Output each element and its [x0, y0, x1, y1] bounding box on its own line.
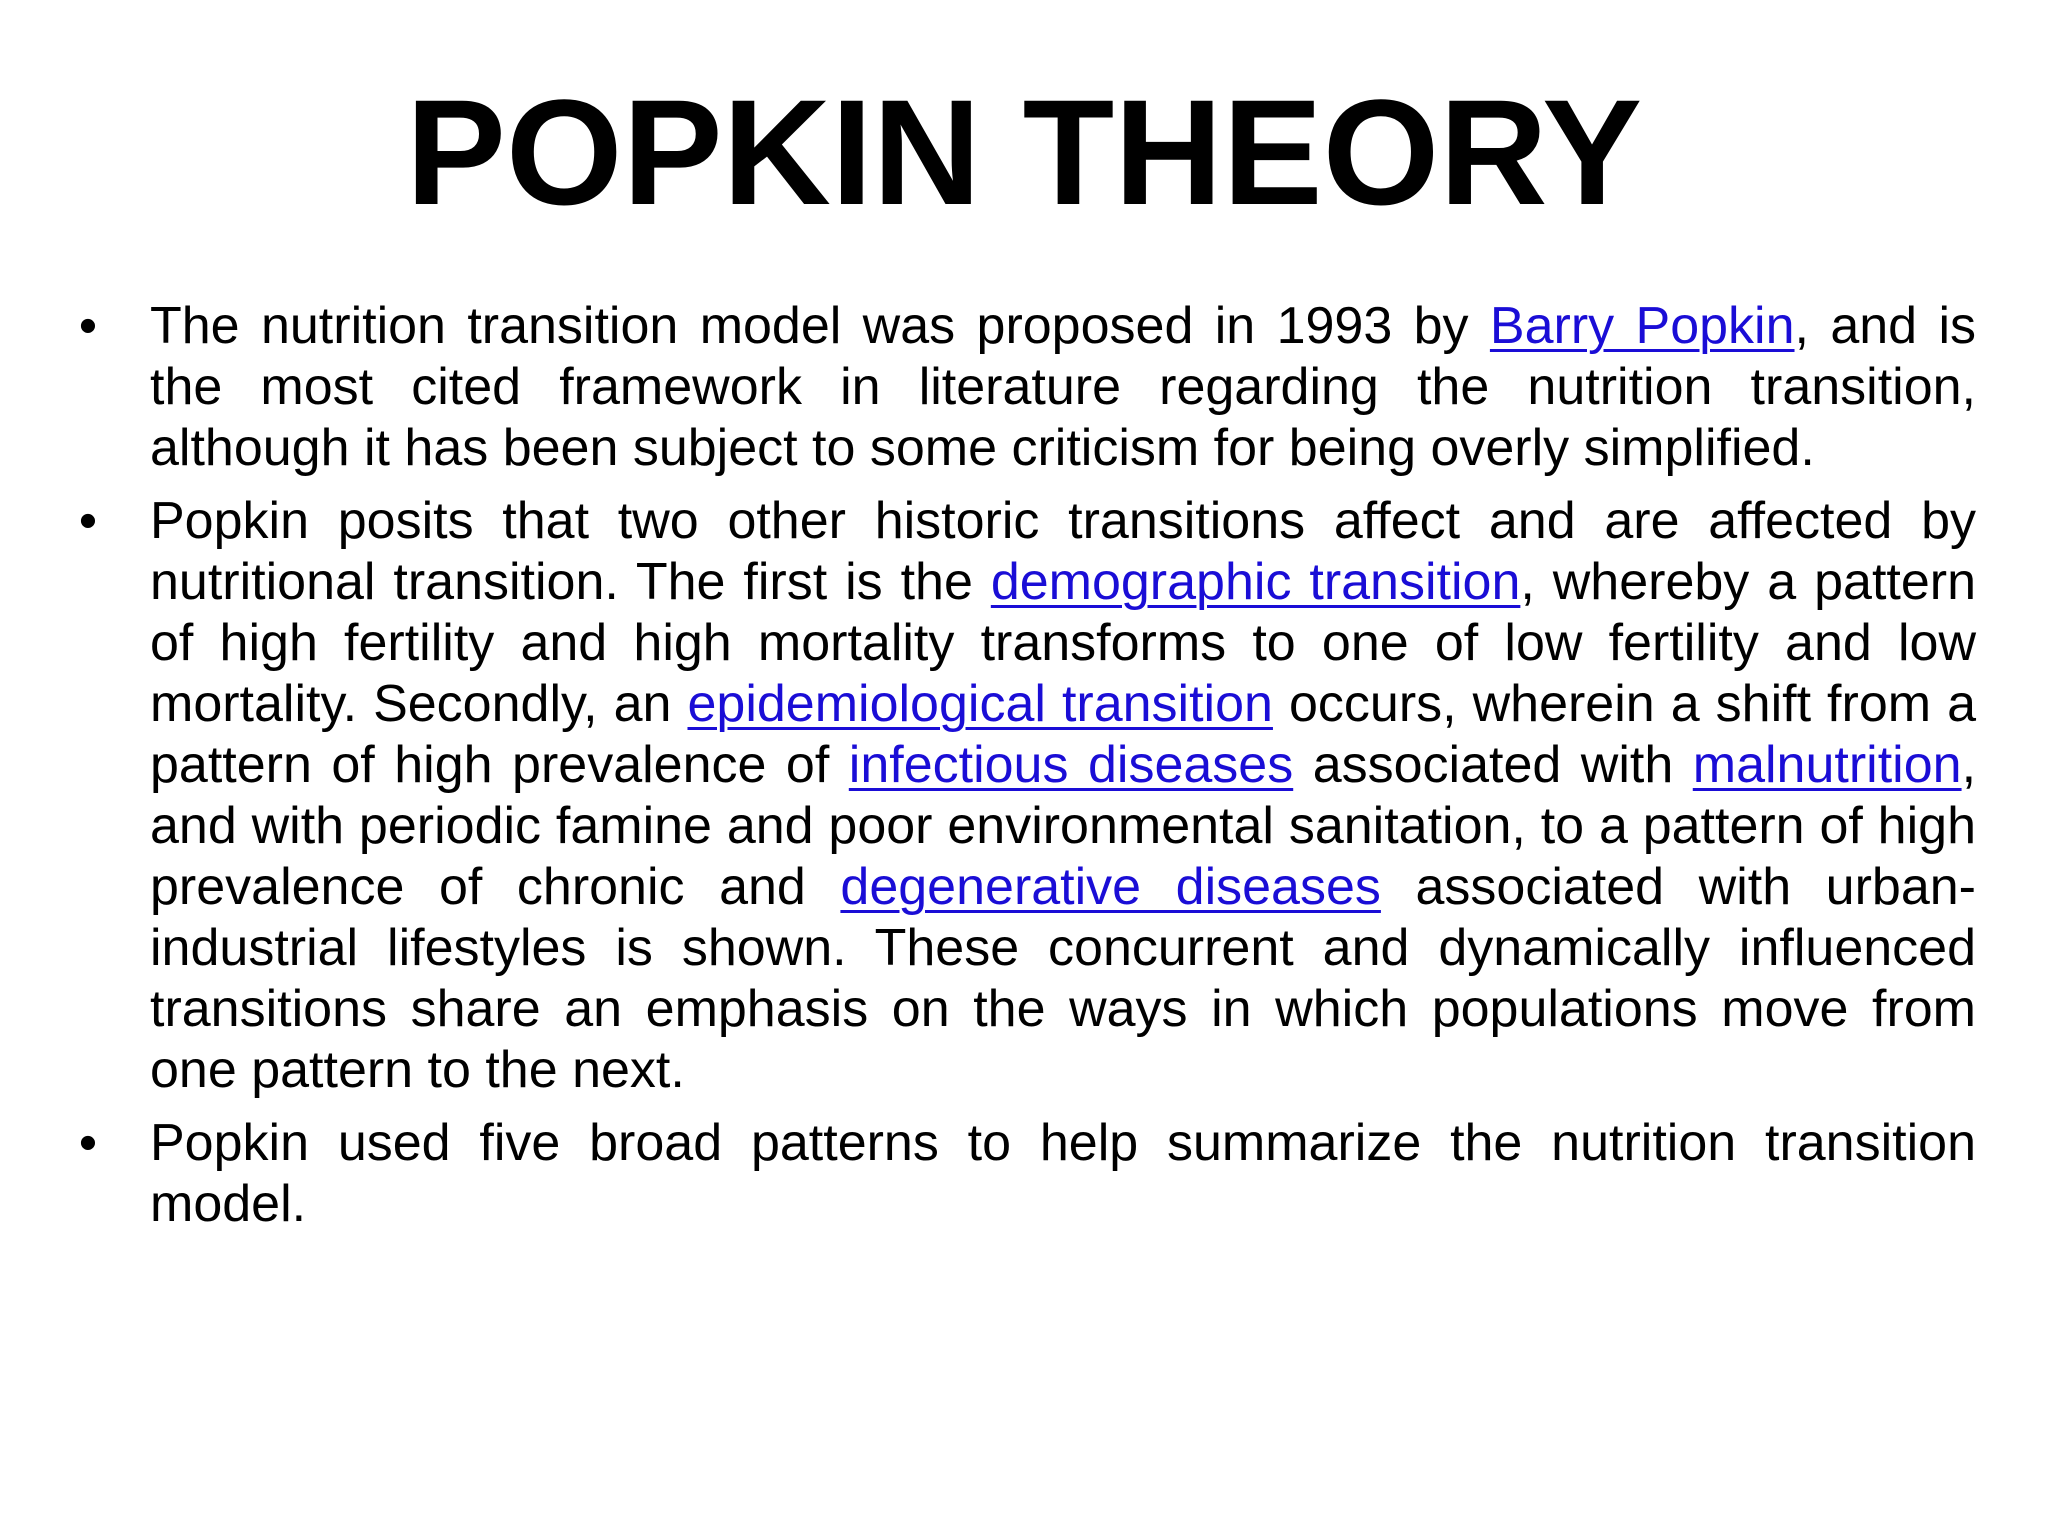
bullet-text: , and is the most cited framework in literature regarding the nutrition transition, although it has been subject to some criticism for being overly simplified.: [150, 297, 1977, 477]
link-barry-popkin[interactable]: Barry Popkin: [1489, 297, 1795, 355]
link-malnutrition[interactable]: malnutrition: [1692, 736, 1962, 794]
bullet-item: [78, 1113, 1976, 1235]
bullet-list: [78, 296, 1977, 1247]
bullet-text: Popkin posits that two other historic transitions affect and are affected by nutritional transition. The first is the: [150, 492, 1976, 611]
bullet-item: [78, 491, 1977, 1101]
bullet-text: associated with urban-industrial lifestyles is shown. These concurrent and dynamically influenced transitions share an emphasis on the ways in which populations move from one pattern to the next.: [150, 858, 1976, 1099]
bullet-text: , and with periodic famine and poor environmental sanitation, to a pattern of high prevalence of chronic and: [150, 736, 1977, 916]
bullet-text: associated with: [1293, 736, 1693, 794]
bullet-item: [78, 296, 1977, 479]
bullet-point-icon: •: [78, 297, 98, 355]
link-epidemiological-transition[interactable]: epidemiological transition: [687, 675, 1273, 733]
link-degenerative-diseases[interactable]: degenerative diseases: [840, 858, 1381, 916]
bullet-text: Popkin used five broad patterns to help summarize the nutrition transition model.: [150, 1114, 1976, 1233]
bullet-text: , whereby a pattern of high fertility and high mortality transforms to one of low fertility and low mortality. Secondly, an: [150, 553, 1976, 733]
slide-title: POPKIN THEORY: [405, 68, 1643, 236]
bullet-text: occurs, wherein a shift from a pattern of high prevalence of: [150, 675, 1976, 794]
bullet-point-icon: •: [78, 492, 98, 550]
bullet-point-icon: •: [78, 1114, 98, 1172]
link-infectious-diseases[interactable]: infectious diseases: [848, 736, 1294, 794]
bullet-text: The nutrition transition model was proposed in 1993 by: [150, 297, 1490, 355]
link-demographic-transition[interactable]: demographic transition: [990, 553, 1521, 611]
